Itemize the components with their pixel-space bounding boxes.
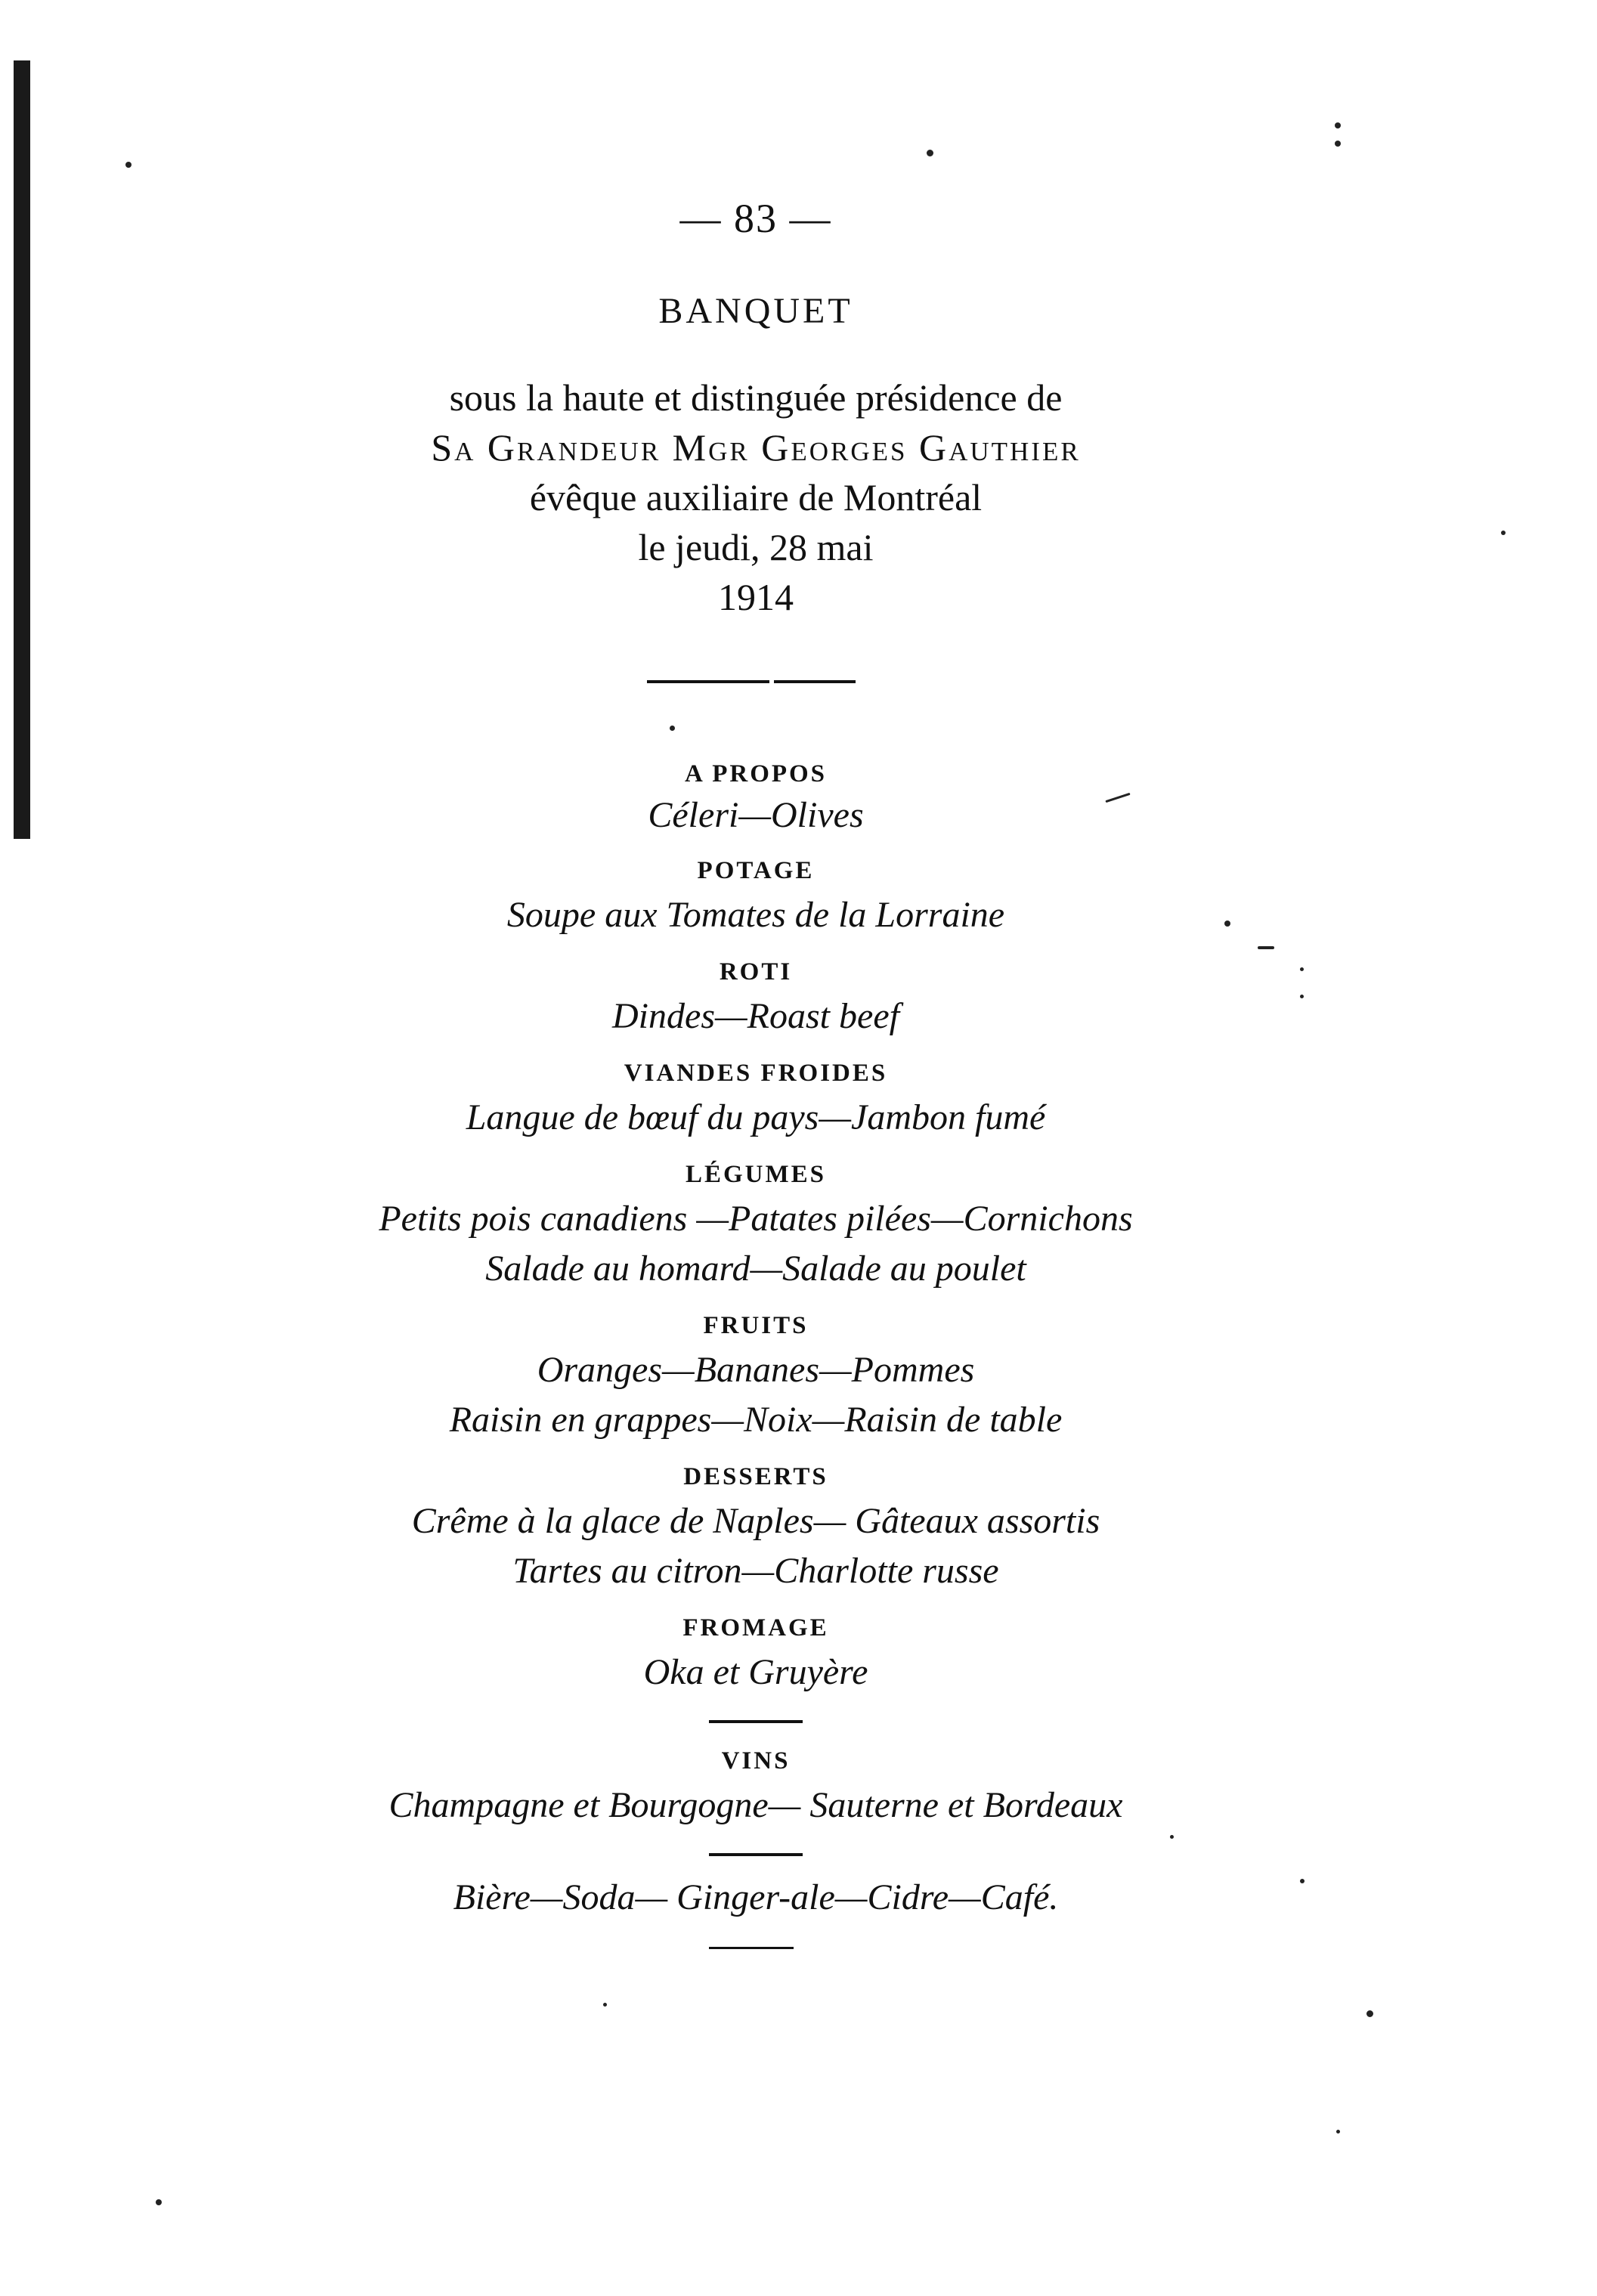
speck [1335,141,1341,147]
menu-item: Céleri—Olives [648,795,864,835]
menu-heading-legumes: LÉGUMES [685,1161,827,1188]
menu-item: Soupe aux Tomates de la Lorraine [506,895,1005,935]
menu-heading-fruits: FRUITS [703,1312,809,1339]
menu-item: Petits pois canadiens —Patates pilées—Cornichons [379,1199,1133,1239]
speck [927,150,933,156]
menu-item: Langue de bœuf du pays—Jambon fumé [466,1097,1046,1137]
menu-item: Champagne et Bourgogne— Sauterne et Bordeaux [388,1785,1123,1825]
menu-item: Bière—Soda— Ginger-ale—Cidre—Café. [453,1877,1059,1917]
menu-item: Tartes au citron—Charlotte russe [512,1551,999,1591]
speck [670,726,675,731]
menu-heading-potage: POTAGE [697,857,815,884]
divider-rule [709,1720,803,1723]
menu-item: Crême à la glace de Naples— Gâteaux assortis [411,1501,1100,1541]
menu-heading-viandes-froides: VIANDES FROIDES [624,1060,888,1087]
menu-item: Salade au homard—Salade au poulet [485,1249,1026,1289]
menu-item: Oranges—Bananes—Pommes [537,1350,975,1390]
divider-rule [709,1853,803,1856]
menu-heading-desserts: DESSERTS [683,1463,828,1490]
divider-rule [709,1947,794,1949]
speck [1336,2130,1340,2134]
menu-item: Raisin en grappes—Noix—Raisin de table [449,1400,1063,1440]
divider-rule [647,680,769,683]
speck [156,2199,162,2205]
menu-heading-fromage: FROMAGE [682,1614,829,1642]
intro-year: 1914 [718,576,794,618]
page-title: BANQUET [658,291,853,331]
speck [1335,122,1341,128]
menu-heading-a-propos: A PROPOS [684,760,828,788]
menu-item: Oka et Gruyère [643,1652,868,1692]
intro-date: le jeudi, 28 mai [638,526,874,568]
speck [1258,946,1274,949]
intro-line: sous la haute et distinguée présidence de [449,376,1063,419]
divider-rule [774,680,856,683]
page-number: — 83 — [679,196,832,241]
menu-heading-roti: ROTI [719,958,793,986]
intro-line: évêque auxiliaire de Montréal [529,476,983,518]
speck [1170,1835,1174,1839]
speck [603,2003,607,2007]
menu-heading-vins: VINS [721,1747,791,1775]
intro-honoree: Sa Grandeur Mgr Georges Gauthier [431,426,1081,469]
speck [1366,2010,1373,2017]
menu-item: Dindes—Roast beef [612,996,899,1036]
speck [125,162,132,168]
